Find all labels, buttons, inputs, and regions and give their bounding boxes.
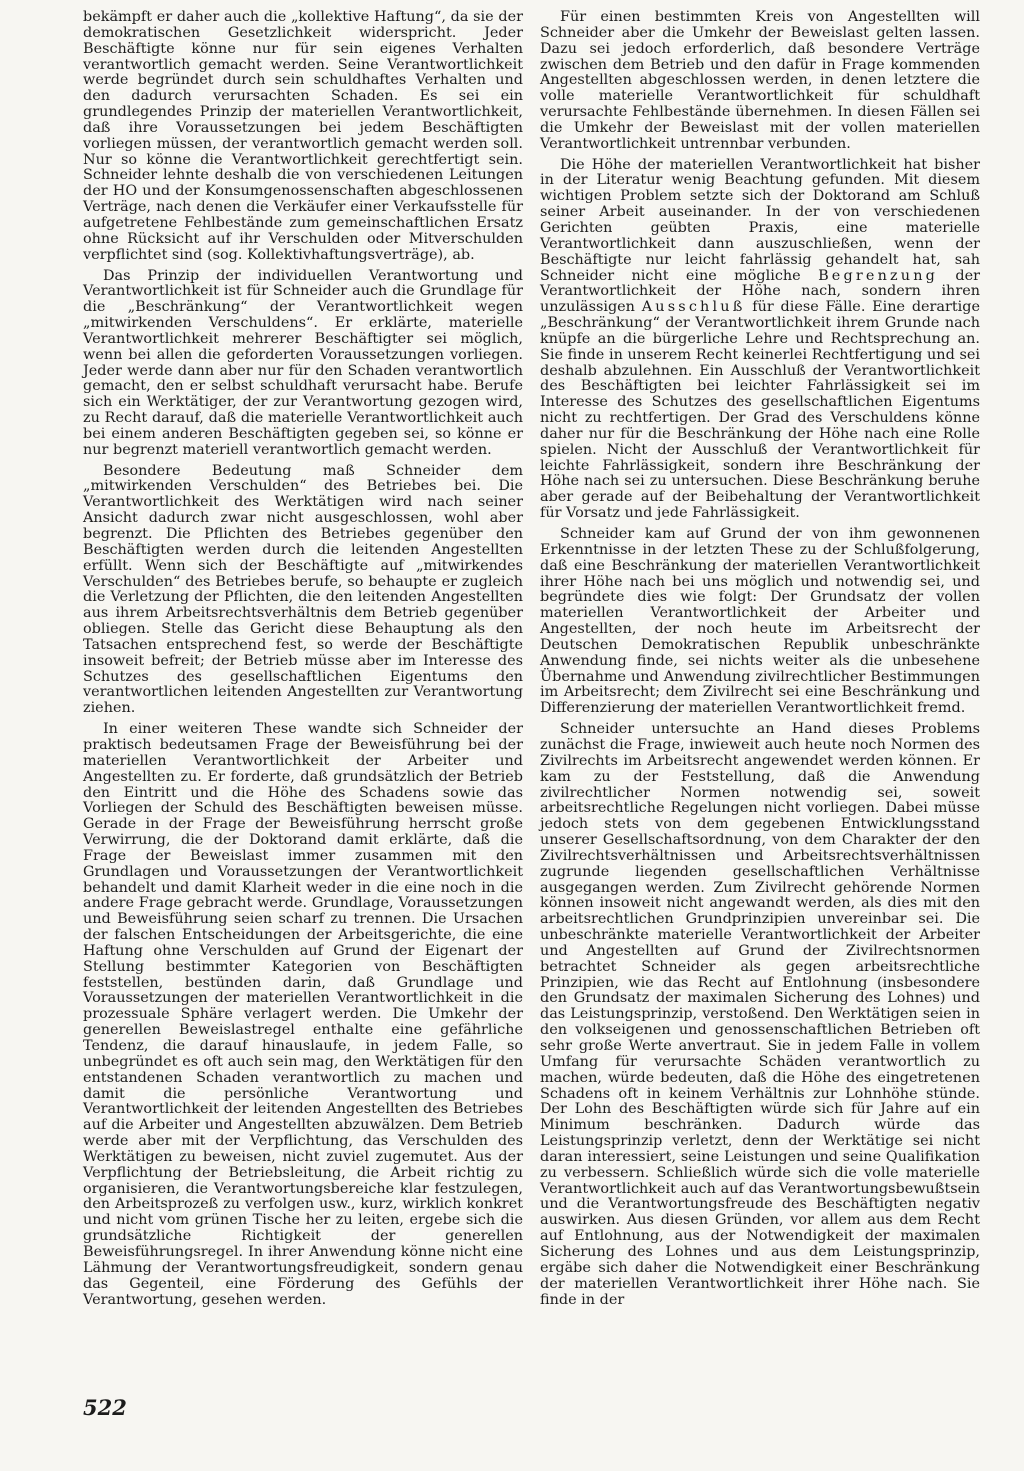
emphasized-term: Ausschluß xyxy=(641,299,746,316)
paragraph: bekämpft er daher auch die „kollektive Haftung“, da sie der demokratischen Gesetzlichkeit widerspricht. Jeder Beschäftigte könne nur für sein eigenes Verhalten verantwortlich gemacht werden. Seine Verantwortlichkeit werde begründet durch sein schuldhaftes Verhalten und den dadurch verursachten Schaden. Es sei ein grundlegendes Prinzip der materiellen Verantwortlichkeit, daß ihre Voraussetzungen bei jedem Beschäftigten vorliegen müssen, der verantwortlich gemacht werden soll. Nur so könne die Verantwortlichkeit gerechtfertigt sein. Schneider lehnte deshalb die von verschiedenen Leitungen der HO und der Konsumgenossenschaften abgeschlossenen Verträge, nach denen die Verkäufer einer Verkaufsstelle für aufgetretene Fehlbestände zum gemeinschaftlichen Ersatz ohne Rücksicht auf ihr Verschulden oder Mitverschulden verpflichtet sind (sog. Kollektivhaftungsverträge), ab. xyxy=(83,9,523,263)
paragraph-text: der Verantwortlichkeit der Höhe nach, sondern ihren unzulässigen xyxy=(540,267,981,316)
left-column xyxy=(83,10,523,1313)
page-number: 522 xyxy=(83,1395,127,1420)
paragraph: Schneider kam auf Grund der von ihm gewonnenen Erkenntnisse in der letzten These zu der Schlußfolgerung, daß eine Beschränkung der materiellen Verantwortlichkeit ihrer Höhe nach bei uns möglich und notwendig sei, und begründete dies wie folgt: Der Grundsatz der vollen materiellen Verantwortlichkeit der Arbeiter und Angestellten, der noch heute im Arbeitsrecht der Deutschen Demokratischen Republik unbeschränkte Anwendung finde, sei nichts weiter als die unbesehene Übernahme und Anwendung zivilrechtlicher Bestimmungen im Arbeitsrecht; dem Zivilrecht sei eine Beschränkung und Differenzierung der materiellen Verantwortlichkeit fremd. xyxy=(540,526,980,717)
paragraph xyxy=(540,158,980,522)
paragraph-text: für diese Fälle. Eine derartige „Beschränkung“ der Verantwortlichkeit ihrem Grunde nach knüpfe an die bürgerliche Lehre und Rechtsprechung an. Sie finde in unserem Recht keinerlei Rechtfertigung und sei deshalb abzulehnen. Ein Ausschluß der Verantwortlichkeit des Beschäftigten bei leichter Fahrlässigkeit sei im Interesse des Schutzes des gesellschaftlichen Eigentums nicht zu rechtfertigen. Der Grad des Verschuldens könne daher nur für die Beschränkung der Höhe nach eine Rolle spielen. Nicht der Ausschluß der Verantwortlichkeit für leichte Fahrlässigkeit, sondern ihre Beschränkung der Höhe nach sei zu untersuchen. Diese Beschränkung beruhe aber gerade auf der Beibehaltung der Verantwortlichkeit für Vorsatz und jede Fahrlässigkeit. xyxy=(540,299,981,522)
right-column xyxy=(540,10,980,1313)
paragraph: Besondere Bedeutung maß Schneider dem „mitwirkenden Verschulden“ des Betriebes bei. Die Verantwortlichkeit des Werktätigen wird nach seiner Ansicht dadurch zwar nicht ausgeschlossen, wohl aber begrenzt. Die Pflichten des Betriebes gegenüber den Beschäftigten werden durch die leitenden Angestellten erfüllt. Wenn sich der Beschäftigte auf „mitwirkendes Verschulden“ des Betriebes berufe, so behaupte er zugleich die Verletzung der Pflichten, die den leitenden Angestellten aus ihrem Arbeitsrechtsverhältnis dem Betrieb gegenüber obliegen. Stelle das Gericht diese Behauptung als den Tatsachen entsprechend fest, so werde der Beschäftigte insoweit befreit; der Betrieb müsse aber im Interesse des Schutzes des gesellschaftlichen Eigentums den verantwortlichen leitenden Angestellten zur Verantwortung ziehen. xyxy=(83,462,523,717)
paragraph: In einer weiteren These wandte sich Schneider der praktisch bedeutsamen Frage der Beweisführung bei der materiellen Verantwortlichkeit der Arbeiter und Angestellten zu. Er forderte, daß grundsätzlich der Betrieb den Eintritt und die Höhe des Schadens sowie das Vorliegen der Schuld des Beschäftigten beweisen müsse. Gerade in der Frage der Beweisführung herrscht große Verwirrung, die der Doktorand damit erklärte, daß die Frage der Beweislast immer zusammen mit den Grundlagen und Voraussetzungen der Verantwortlichkeit behandelt und damit Klarheit weder in die eine noch in die andere Frage gebracht werde. Grundlage, Voraussetzungen und Beweisführung seien scharf zu trennen. Die Ursachen der falschen Entscheidungen der Arbeitsgerichte, die eine Haftung ohne Verschulden auf Grund der Eigenart der Stellung bestimmter Kategorien von Beschäftigten feststellen, bestünden darin, daß Grundlage und Voraussetzungen der materiellen Verantwortlichkeit in die prozessuale Sphäre verlagert werden. Die Umkehr der generellen Beweislastregel enthalte eine gefährliche Tendenz, die darauf hinauslaufe, in jedem Falle, so unbegründet es oft auch sein mag, den Werktätigen für den entstandenen Schaden verantwortlich zu machen und damit die persönliche Verantwortung und Verantwortlichkeit der leitenden Angestellten des Betriebes auf die Arbeiter und Angestellten abzuwälzen. Dem Betrieb werde aber mit der Verpflichtung, das Verschulden des Werktätigen zu beweisen, nicht zuviel zugemutet. Aus der Verpflichtung der Betriebsleitung, die Arbeit richtig zu organisieren, die Verantwortungsbereiche klar festzulegen, den Arbeitsprozeß zu verfolgen usw., kurz, wirklich konkret und nicht vom grünen Tische her zu leiten, ergebe sich die grundsätzliche Richtigkeit der generellen Beweisführungsregel. In ihrer Anwendung könne nicht eine Lähmung der Verantwortungsfreudigkeit, sondern genau das Gegenteil, eine Förderung des Gefühls der Verantwortung, gesehen werden. xyxy=(83,721,523,1308)
emphasized-term: Begrenzung xyxy=(818,267,939,284)
paragraph-text: Die Höhe der materiellen Verantwortlichkeit hat bisher in der Literatur wenig Beachtung gefunden. Mit diesem wichtigen Problem setzte sich der Doktorand am Schluß seiner Arbeit auseinander. In der von verschiedenen Gerichten geübten Praxis, eine materielle Verantwortlichkeit dann auszuschließen, wenn der Beschäftigte nur leicht fahrlässig gehandelt hat, sah Schneider nicht eine mögliche xyxy=(540,156,980,284)
paragraph: Für einen bestimmten Kreis von Angestellten will Schneider aber die Umkehr der Beweislast gelten lassen. Dazu sei jedoch erforderlich, daß besondere Verträge zwischen dem Betrieb und den dafür in Frage kommenden Angestellten abgeschlossen werden, in denen letztere die volle materielle Verantwortlichkeit für schuldhaft verursachte Fehlbestände übernehmen. In diesen Fällen sei die Umkehr der Beweislast mit der vollen materiellen Verantwortlichkeit untrennbar verbunden. xyxy=(540,9,980,152)
paragraph: Schneider untersuchte an Hand dieses Problems zunächst die Frage, inwieweit auch heute noch Normen des Zivilrechts im Arbeitsrecht angewendet werden können. Er kam zu der Feststellung, daß die Anwendung zivilrechtlicher Normen notwendig sei, soweit arbeitsrechtliche Regelungen nicht vorliegen. Dabei müsse jedoch stets von dem gegebenen Entwicklungsstand unserer Gesellschaftsordnung, von dem Charakter der den Zivilrechtsverhältnissen und Arbeitsrechtsverhältnissen zugrunde liegenden gesellschaftlichen Verhältnisse ausgegangen werden. Zum Zivilrecht gehörende Normen können insoweit nicht angewandt werden, als dies mit den arbeitsrechtlichen Grundprinzipien unvereinbar sei. Die unbeschränkte materielle Verantwortlichkeit der Arbeiter und Angestellten auf Grund der Zivilrechtsnormen betrachtet Schneider als gegen arbeitsrechtliche Prinzipien, wie das Recht auf Entlohnung (insbesondere den Grundsatz der maximalen Sicherung des Lohnes) und das Leistungsprinzip, verstoßend. Den Werktätigen seien in den volkseigenen und genossenschaftlichen Betrieben oft sehr große Werte anvertraut. Sie in jedem Falle in vollem Umfang für verursachte Schäden verantwortlich zu machen, würde bedeuten, daß die Höhe des eingetretenen Schadens oft in keinem Verhältnis zur Lohnhöhe stünde. Der Lohn des Beschäftigten würde sich für Jahre auf ein Minimum beschränken. Dadurch würde das Leistungsprinzip verletzt, denn der Werktätige sei nicht daran interessiert, seine Leistungen und seine Qualifikation zu verbessern. Schließlich würde sich die volle materielle Verantwortlichkeit auch auf das Verantwortungsbewußtsein und die Verantwortungsfreude des Beschäftigten negativ auswirken. Aus diesen Gründen, vor allem aus dem Recht auf Entlohnung, aus der Notwendigkeit der maximalen Sicherung des Lohnes und aus dem Leistungsprinzip, ergäbe sich daher die Notwendigkeit einer Beschränkung der materiellen Verantwortlichkeit ihrer Höhe nach. Sie finde in der xyxy=(540,721,980,1308)
paragraph: Das Prinzip der individuellen Verantwortung und Verantwortlichkeit ist für Schneider auch die Grundlage für die „Beschränkung“ der Verantwortlichkeit wegen „mitwirkenden Verschuldens“. Er erklärte, materielle Verantwortlichkeit mehrerer Beschäftigter sei möglich, wenn bei allen die geforderten Voraussetzungen vorliegen. Jeder werde dann aber nur für den Schaden verantwortlich gemacht, den er selbst schuldhaft verursacht habe. Berufe sich ein Werktätiger, der zur Verantwortung gezogen wird, zu Recht darauf, daß die materielle Verantwortlichkeit auch bei einem anderen Beschäftigten gegeben sei, so könne er nur begrenzt materiell verantwortlich gemacht werden. xyxy=(83,267,523,458)
